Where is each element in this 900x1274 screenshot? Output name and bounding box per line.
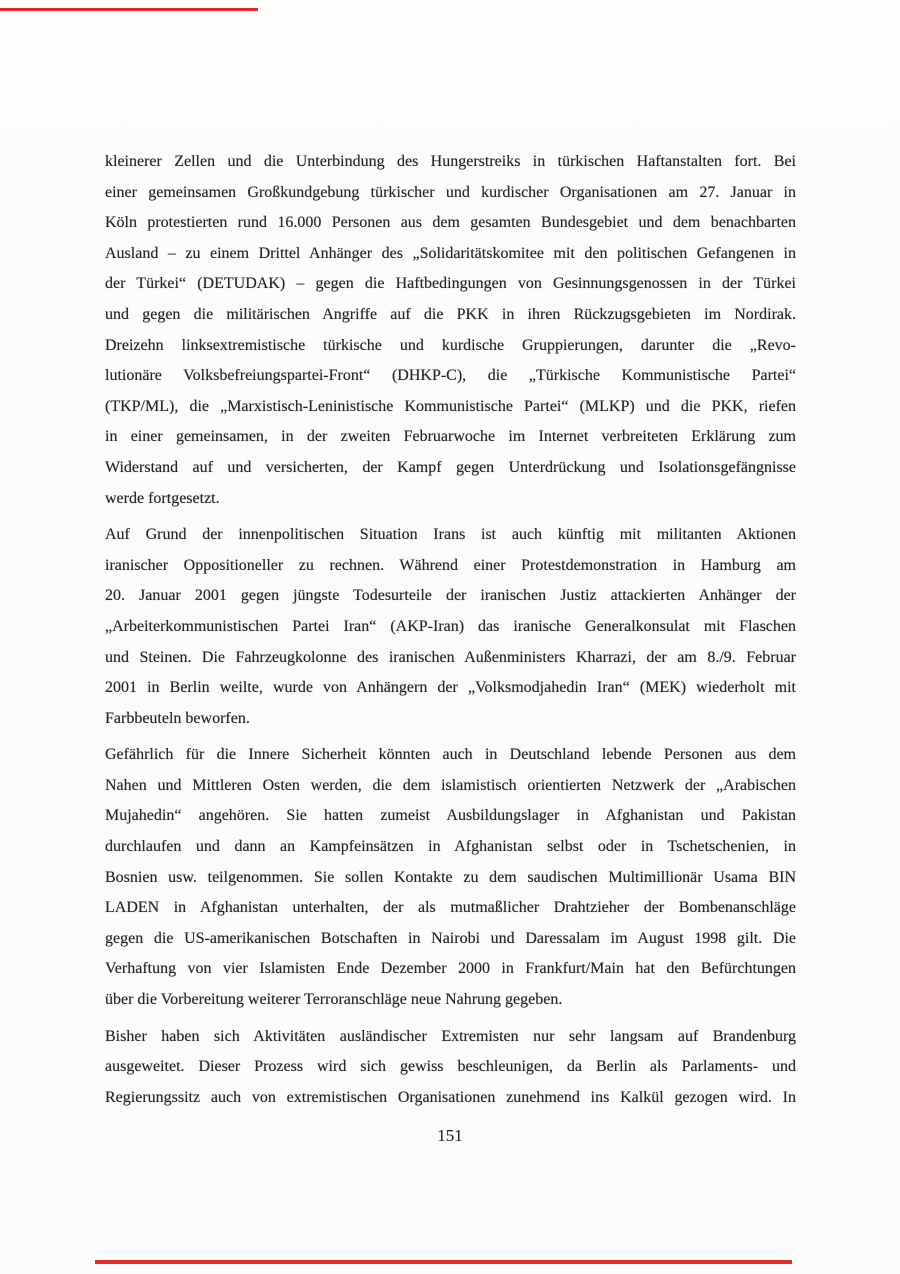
text-line: Bosnien usw. teilgenommen. Sie sollen Kontakte zu dem saudischen Multimillionär Usama BIN: [105, 868, 796, 886]
text-line: Verhaftung von vier Islamisten Ende Dezember 2000 in Frankfurt/Main hat den Befürchtungen: [105, 960, 796, 978]
text-line: Dreizehn linksextremistische türkische und kurdische Gruppierungen, darunter die „Revo-: [105, 336, 796, 354]
text-line: kleinerer Zellen und die Unterbindung des Hungerstreiks in türkischen Haftanstalten fort. Bei: [105, 153, 796, 170]
page-number: 151: [437, 1126, 463, 1145]
text-line: der Türkei“ (DETUDAK) – gegen die Haftbedingungen von Gesinnungsgenossen in der Türkei: [105, 275, 796, 293]
text-line: Nahen und Mittleren Osten werden, die dem islamistisch orientierten Netzwerk der „Arabischen: [105, 776, 796, 794]
text-line: lutionäre Volksbefreiungspartei-Front“ (DHKP-C), die „Türkische Kommunistische Partei“: [105, 367, 796, 385]
paragraph: [105, 520, 796, 734]
text-line: 2001 in Berlin weilte, wurde von Anhängern der „Volksmodjahedin Iran“ (MEK) wiederholt mit: [105, 679, 796, 697]
text-line: Gefährlich für die Innere Sicherheit könnten auch in Deutschland lebende Personen aus dem: [105, 746, 796, 764]
text-line: Bisher haben sich Aktivitäten ausländischer Extremisten nur sehr langsam auf Brandenburg: [105, 1027, 796, 1045]
text-line: in einer gemeinsamen, in der zweiten Februarwoche im Internet verbreiteten Erklärung zum: [105, 428, 796, 446]
text-line: Widerstand auf und versicherten, der Kampf gegen Unterdrückung und Isolationsgefängnisse: [105, 458, 796, 476]
text-line: LADEN in Afghanistan unterhalten, der als mutmaßlicher Drahtzieher der Bombenanschläge: [105, 899, 796, 917]
red-scan-mark-bottom: [95, 1260, 792, 1264]
text-line: werde fortgesetzt.: [105, 489, 220, 507]
paragraph: [105, 740, 796, 1015]
text-line: Farbbeuteln beworfen.: [105, 709, 250, 727]
text-line: Auf Grund der innenpolitischen Situation Irans ist auch künftig mit militanten Aktionen: [105, 526, 796, 544]
text-line: iranischer Oppositioneller zu rechnen. Während einer Protestdemonstration in Hamburg am: [105, 556, 796, 574]
text-line: über die Vorbereitung weiterer Terroranschläge neue Nahrung gegeben.: [105, 991, 563, 1009]
text-line: und gegen die militärischen Angriffe auf die PKK in ihren Rückzugsgebieten im Nordirak.: [105, 305, 796, 323]
text-line: durchlaufen und dann an Kampfeinsätzen in Afghanistan selbst oder in Tschetschenien, in: [105, 838, 796, 856]
text-line: Ausland – zu einem Drittel Anhänger des „Solidaritätskomitee mit den politischen Gefangenen in: [105, 244, 796, 262]
paragraph: [105, 1022, 796, 1114]
paragraph: [105, 147, 796, 514]
text-line: 20. Januar 2001 gegen jüngste Todesurteile der iranischen Justiz attackierten Anhänger der: [105, 587, 796, 605]
text-line: Regierungssitz auch von extremistischen Organisationen zunehmend ins Kalkül gezogen wird. In: [105, 1088, 796, 1106]
text-line: Köln protestierten rund 16.000 Personen aus dem gesamten Bundesgebiet und dem benachbarten: [105, 214, 796, 232]
text-line: Mujahedin“ angehören. Sie hatten zumeist Ausbildungslager in Afghanistan und Pakistan: [105, 807, 796, 825]
text-line: „Arbeiterkommunistischen Partei Iran“ (AKP-Iran) das iranische Generalkonsulat mit Flaschen: [105, 617, 796, 635]
text-column: [105, 147, 796, 1119]
text-line: gegen die US-amerikanischen Botschaften in Nairobi und Daressalam im August 1998 gilt. Die: [105, 929, 796, 947]
text-line: einer gemeinsamen Großkundgebung türkischer und kurdischer Organisationen am 27. Januar in: [105, 183, 796, 201]
text-line: ausgeweitet. Dieser Prozess wird sich gewiss beschleunigen, da Berlin als Parlaments- und: [105, 1058, 796, 1076]
text-line: und Steinen. Die Fahrzeugkolonne des iranischen Außenministers Kharrazi, der am 8./9. Februar: [105, 648, 796, 666]
text-line: (TKP/ML), die „Marxistisch-Leninistische Kommunistische Partei“ (MLKP) und die PKK, riefen: [105, 397, 796, 415]
red-scan-mark-top: [0, 8, 258, 11]
